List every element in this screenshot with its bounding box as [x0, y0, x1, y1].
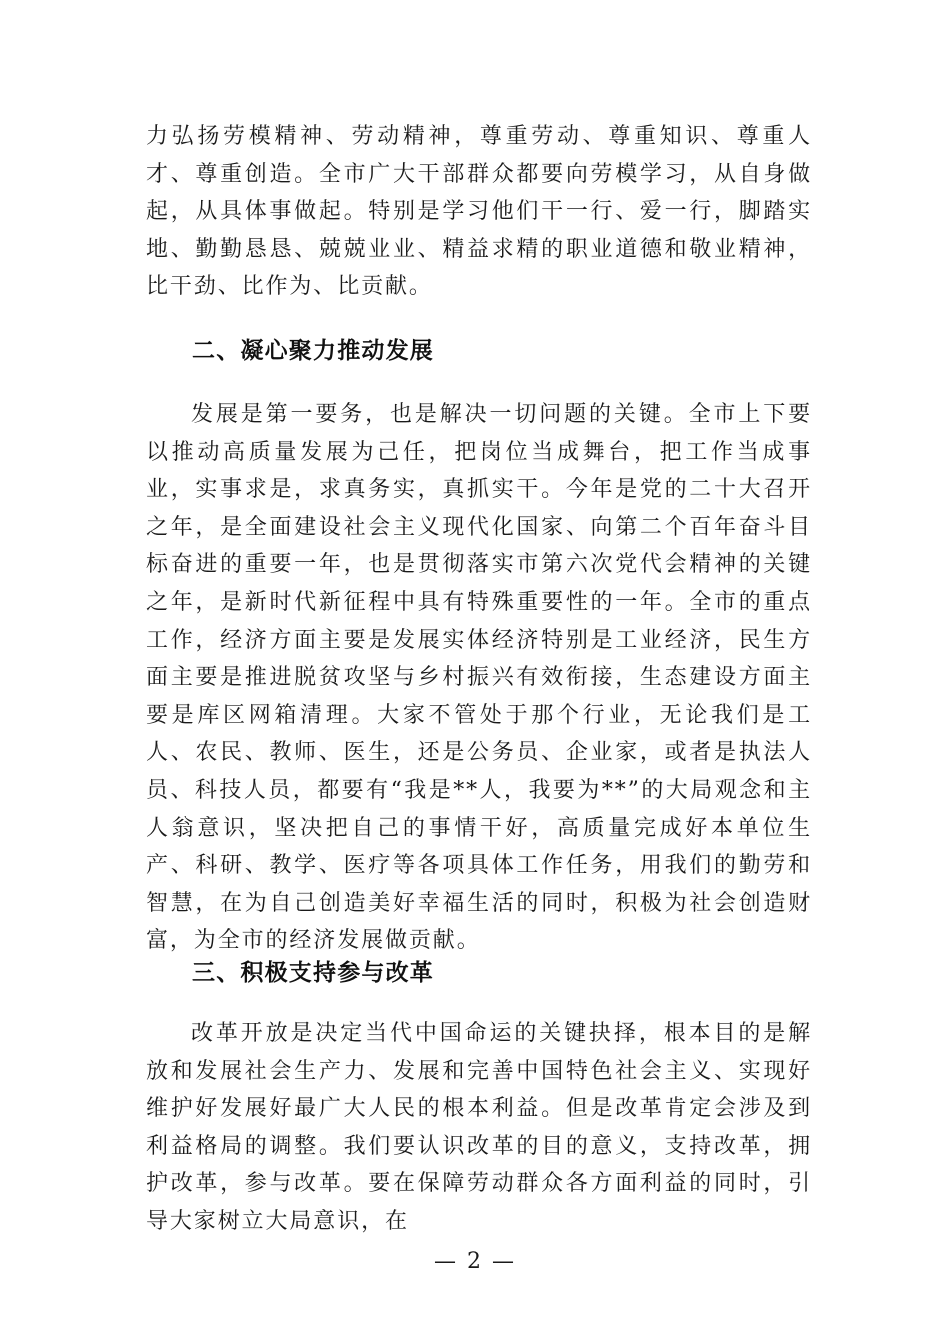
paragraph-labor-spirit: 力弘扬劳模精神、劳动精神，尊重劳动、尊重知识、尊重人才、尊重创造。全市广大干部群众都要向劳模学习，从自身做起，从具体事做起。特别是学习他们干一行、爱一行，脚踏实地、勤勤恳恳、兢兢业业、精益求精的职业道德和敬业精神，比干劲、比作为、比贡献。 [146, 124, 812, 300]
paragraph-development: 发展是第一要务，也是解决一切问题的关键。全市上下要以推动高质量发展为己任，把岗位当成舞台，把工作当成事业，实事求是，求真务实，真抓实干。今年是党的二十大召开之年，是全面建设社会主义现代化国家、向第二个百年奋斗目标奋进的重要一年，也是贯彻落实市第六次党代会精神的关键之年，是新时代新征程中具有特殊重要性的一年。全市的重点工作，经济方面主要是发展实体经济特别是工业经济，民生方面主要是推进脱贫攻坚与乡村振兴有效衔接，生态建设方面主要是库区网箱清理。大家不管处于那个行业，无论我们是工人、农民、教师、医生，还是公务员、企业家，或者是执法人员、科技人员，都要有“我是**人，我要为**”的大局观念和主人翁意识，坚决把自己的事情干好，高质量完成好本单位生产、科研、教学、医疗等各项具体工作任务，用我们的勤劳和智慧，在为自己创造美好幸福生活的同时，积极为社会创造财富，为全市的经济发展做贡献。 [146, 402, 812, 954]
page-number: — 2 — [434, 1249, 516, 1274]
section-heading-reform: 三、积极支持参与改革 [192, 960, 434, 986]
section-heading-development: 二、凝心聚力推动发展 [192, 338, 434, 364]
paragraph-reform: 改革开放是决定当代中国命运的关键抉择，根本目的是解放和发展社会生产力、发展和完善中国特色社会主义、实现好维护好发展好最广大人民的根本利益。但是改革肯定会涉及到利益格局的调整。我们要认识改革的目的意义，支持改革，拥护改革，参与改革。要在保障劳动群众各方面利益的同时，引导大家树立大局意识，在 [146, 1021, 812, 1234]
